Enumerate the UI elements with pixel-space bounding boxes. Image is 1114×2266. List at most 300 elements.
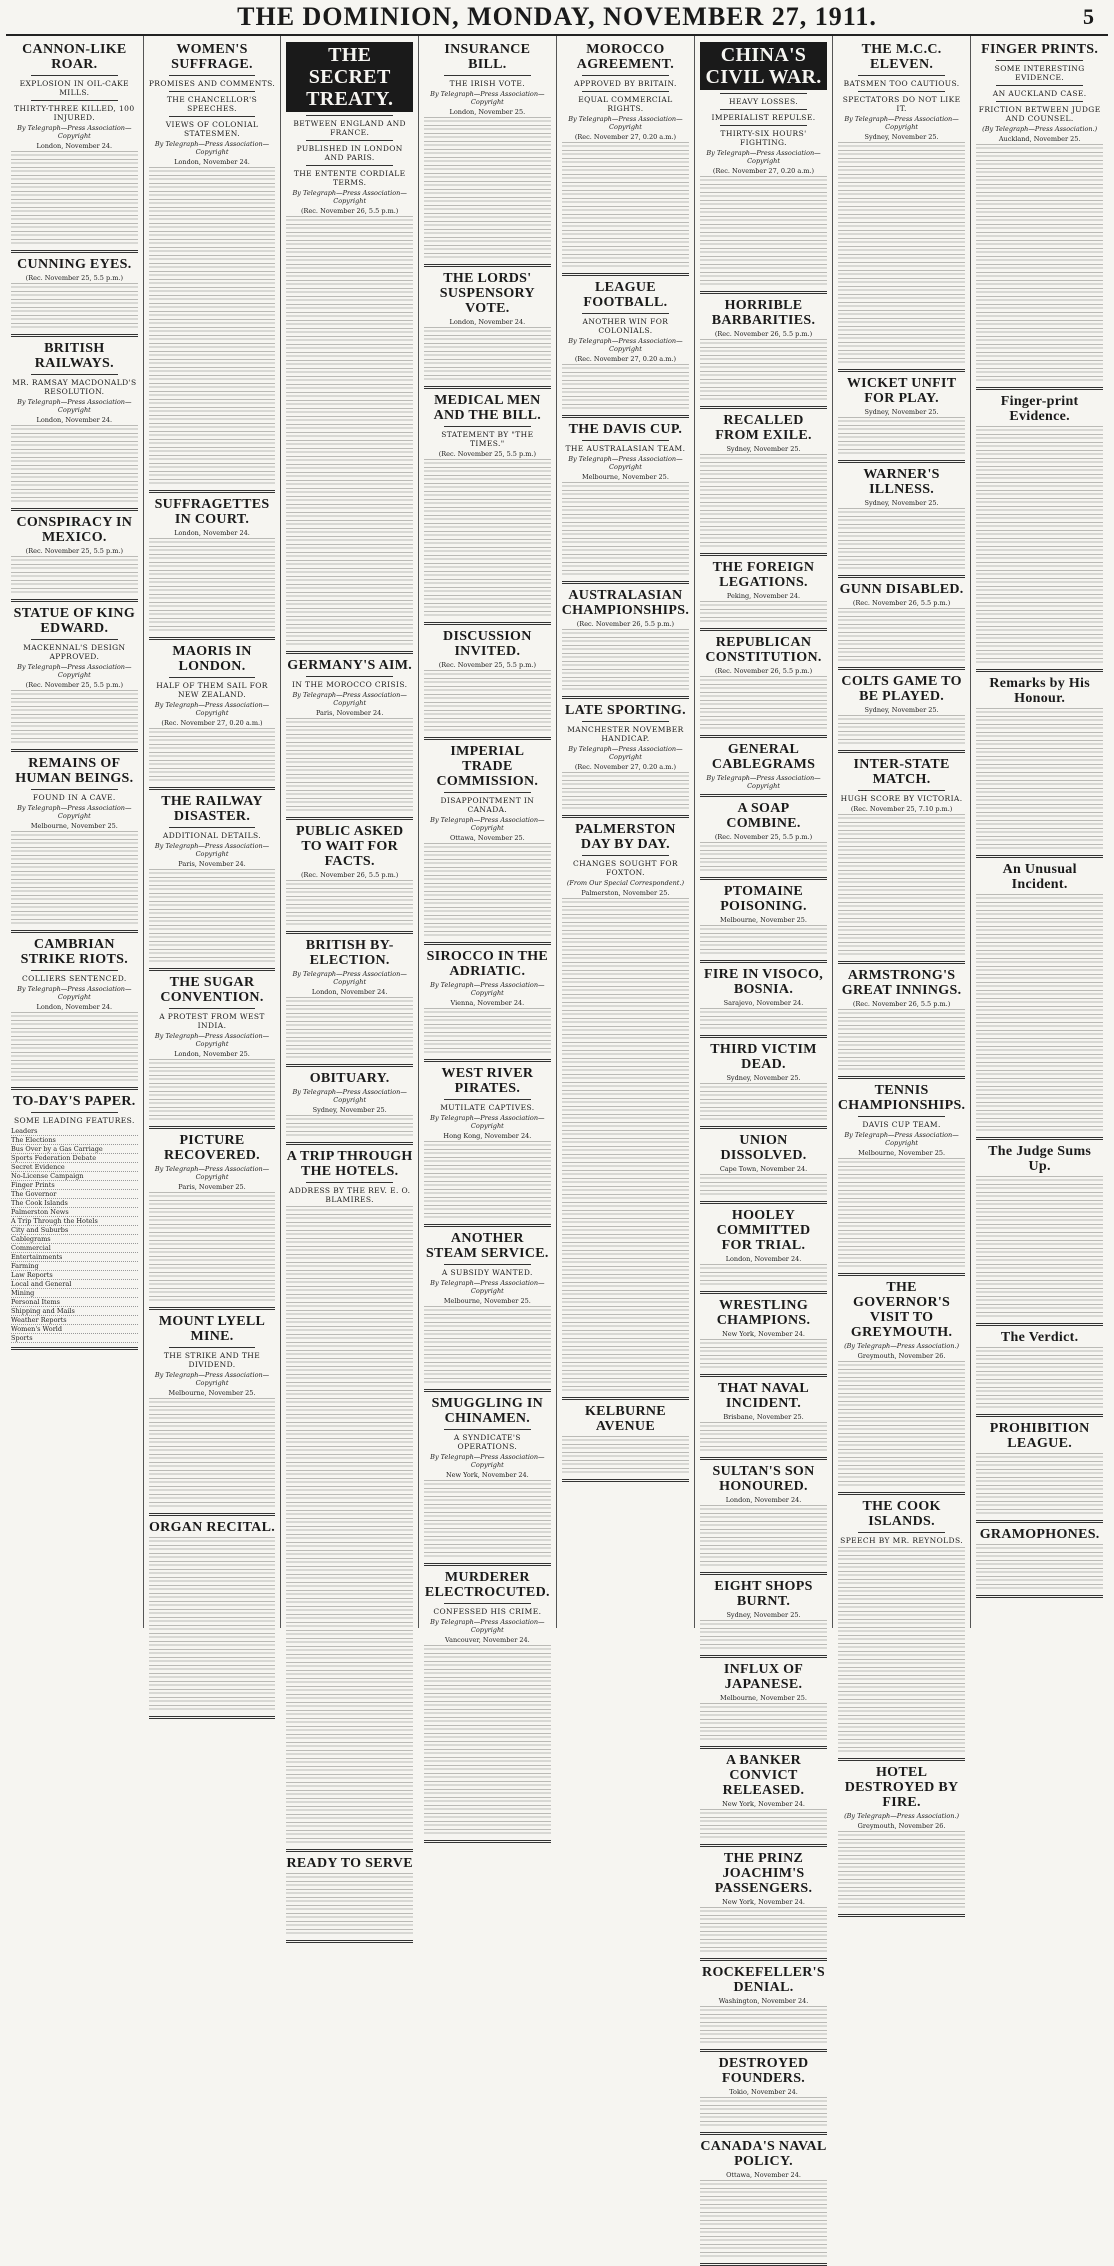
body-text-line (562, 1290, 689, 1297)
body-text-line (286, 1053, 413, 1060)
body-text-line (838, 862, 965, 869)
body-text-line (11, 903, 138, 910)
body-text-line (562, 970, 689, 977)
body-text-line (286, 456, 413, 463)
body-text-line (562, 230, 689, 237)
body-text-line (424, 883, 551, 890)
body-text-line (976, 1576, 1103, 1583)
body-text-line (286, 1454, 413, 1461)
article-headline: OBITUARY. (309, 1071, 390, 1086)
body-text-line (976, 442, 1103, 449)
article-headline: Remarks by His Honour. (989, 676, 1090, 706)
body-text-line (838, 870, 965, 877)
article-subheading: DISAPPOINTMENT IN CANADA. (440, 796, 535, 814)
article-byline: By Telegraph—Press Association—Copyright (292, 691, 407, 707)
body-text-line (286, 1005, 413, 1012)
article-dateline: Washington, November 24. (718, 1997, 809, 2005)
body-text-line (562, 570, 689, 577)
body-text-line (700, 2121, 827, 2128)
body-text-line (700, 1719, 827, 1726)
body-text-line (838, 1441, 965, 1448)
article (700, 1298, 827, 1377)
article-headline: THE FOREIGN LEGATIONS. (712, 560, 815, 590)
body-text-line (11, 323, 138, 330)
body-text-line (838, 556, 965, 563)
article-subheading: ADDITIONAL DETAILS. (162, 831, 262, 840)
article (424, 744, 551, 945)
body-text-line (286, 1366, 413, 1373)
masthead (6, 0, 1108, 36)
article-headline: GERMANY'S AIM. (287, 658, 413, 673)
body-text-line (976, 1379, 1103, 1386)
body-text-line (976, 966, 1103, 973)
body-text-line (562, 1370, 689, 1377)
body-text-line (976, 1094, 1103, 1101)
article (149, 1314, 276, 1516)
article-headline: WOMEN'S SUFFRAGE. (171, 42, 253, 72)
article-subheading: AN AUCKLAND CASE. (992, 89, 1087, 98)
body-text-line (286, 1206, 413, 1213)
body-text-line (976, 240, 1103, 247)
body-text-line (286, 912, 413, 919)
list-item: City and Suburbs (11, 1226, 138, 1235)
body-text-line (838, 142, 965, 149)
body-text-line (838, 417, 965, 424)
body-text-line (562, 1274, 689, 1281)
body-text-line (424, 197, 551, 204)
body-text-line (286, 344, 413, 351)
column-8 (971, 36, 1108, 1628)
body-text-line (838, 1619, 965, 1626)
article-subheading: CONFESSED HIS CRIME. (433, 1607, 542, 1616)
body-text-line (286, 1929, 413, 1936)
body-text-line (286, 576, 413, 583)
article (286, 658, 413, 820)
body-text-line (976, 498, 1103, 505)
body-text-line (286, 782, 413, 789)
body-text-line (149, 728, 276, 735)
body-text-line (11, 497, 138, 504)
body-text-line (286, 1590, 413, 1597)
body-text-line (838, 838, 965, 845)
body-text-line (11, 441, 138, 448)
body-text-line (976, 740, 1103, 747)
body-text-line (11, 315, 138, 322)
body-text-line (149, 1649, 276, 1656)
article (838, 1083, 965, 1276)
body-text-line (11, 588, 138, 595)
body-text-line (700, 454, 827, 461)
body-text-line (149, 586, 276, 593)
body-text-line (286, 1598, 413, 1605)
body-text-line (976, 1232, 1103, 1239)
article-subheading: MUTILATE CAPTIVES. (440, 1103, 535, 1112)
article-dateline: London, November 24. (174, 158, 250, 166)
body-text-line (976, 1272, 1103, 1279)
body-text-line (976, 546, 1103, 553)
body-text-line (976, 1312, 1103, 1319)
body-text-line (424, 1157, 551, 1164)
body-text-line (424, 367, 551, 374)
article-headline: LEAGUE FOOTBALL. (583, 280, 668, 310)
body-text-line (562, 1130, 689, 1137)
body-text-line (11, 299, 138, 306)
body-text-line (286, 1630, 413, 1637)
body-text-line (149, 1593, 276, 1600)
body-text-line (149, 1601, 276, 1608)
body-text-line (424, 1504, 551, 1511)
body-text-line (838, 1571, 965, 1578)
body-text-line (700, 2204, 827, 2211)
body-text-line (562, 174, 689, 181)
body-text-line (11, 879, 138, 886)
body-text-line (700, 724, 827, 731)
body-text-line (838, 1723, 965, 1730)
body-text-line (838, 524, 965, 531)
body-text-line (562, 772, 689, 779)
body-text-line (976, 474, 1103, 481)
body-text-line (976, 812, 1103, 819)
body-text-line (149, 1553, 276, 1560)
article-headline: INSURANCE BILL. (444, 42, 531, 72)
body-text-line (562, 780, 689, 787)
article-byline: By Telegraph—Press Association—Copyright (17, 124, 132, 140)
article-headline: ANOTHER STEAM SERVICE. (425, 1231, 549, 1261)
body-text-line (838, 1855, 965, 1862)
article (700, 560, 827, 631)
body-text-line (562, 1386, 689, 1393)
body-text-line (562, 1266, 689, 1273)
body-text-line (149, 183, 276, 190)
body-text-line (286, 1654, 413, 1661)
body-text-line (976, 1070, 1103, 1077)
body-text-line (562, 1330, 689, 1337)
body-text-line (424, 237, 551, 244)
body-text-line (11, 839, 138, 846)
body-text-line (149, 1486, 276, 1493)
body-text-line (700, 355, 827, 362)
body-text-line (838, 1182, 965, 1189)
list-item: Secret Evidence (11, 1163, 138, 1172)
body-text-line (700, 462, 827, 469)
body-text-line (562, 482, 689, 489)
body-text-line (562, 677, 689, 684)
body-text-line (149, 538, 276, 545)
body-text-line (562, 222, 689, 229)
article-dateline: London, November 24. (449, 318, 526, 326)
body-text-line (149, 1091, 276, 1098)
body-text-line (562, 238, 689, 245)
article-dateline: London, November 25. (449, 108, 526, 116)
body-text-line (149, 479, 276, 486)
body-text-line (838, 1603, 965, 1610)
body-text-line (149, 1430, 276, 1437)
body-text-line (976, 160, 1103, 167)
article (562, 422, 689, 584)
body-text-line (562, 1234, 689, 1241)
article (562, 1404, 689, 1482)
body-text-line (424, 1149, 551, 1156)
body-text-line (11, 215, 138, 222)
body-text-line (286, 1742, 413, 1749)
list-item: Sports Federation Debate (11, 1154, 138, 1163)
body-text-line (838, 278, 965, 285)
article-dateline: (Rec. November 27, 0.20 a.m.) (161, 719, 263, 727)
body-text-line (700, 216, 827, 223)
body-text-line (700, 184, 827, 191)
body-text-line (976, 1264, 1103, 1271)
body-text-line (562, 1226, 689, 1233)
article-subheading: SPECTATORS DO NOT LIKE IT. (842, 95, 961, 113)
body-text-line (149, 1502, 276, 1509)
article-headline: REPUBLICAN CONSTITUTION. (705, 635, 822, 665)
body-text-line (838, 182, 965, 189)
body-text-line (838, 222, 965, 229)
article-subheading: THE CHANCELLOR'S SPEECHES. (166, 95, 258, 113)
body-text-line (976, 650, 1103, 657)
body-text-line (149, 263, 276, 270)
body-text-line (700, 1636, 827, 1643)
body-text-line (286, 632, 413, 639)
article-headline: TENNIS CHAMPIONSHIPS. (837, 1083, 966, 1113)
body-text-line (11, 706, 138, 713)
body-text-line (562, 898, 689, 905)
body-text-line (286, 280, 413, 287)
body-text-line (976, 1086, 1103, 1093)
body-text-line (976, 602, 1103, 609)
body-text-line (700, 339, 827, 346)
body-text-line (149, 431, 276, 438)
body-text-line (976, 634, 1103, 641)
article (700, 1381, 827, 1460)
body-text-line (286, 312, 413, 319)
body-text-line (562, 946, 689, 953)
body-text-line (700, 2196, 827, 2203)
body-text-line (562, 1282, 689, 1289)
body-text-line (976, 1509, 1103, 1516)
body-text-line (838, 902, 965, 909)
body-text-line (976, 1387, 1103, 1394)
article-dateline: Sydney, November 25. (312, 1106, 387, 1114)
body-text-line (700, 2105, 827, 2112)
body-text-line (286, 1262, 413, 1269)
article-dateline: Greymouth, November 26. (857, 1352, 946, 1360)
body-text-line (976, 974, 1103, 981)
body-text-line (149, 351, 276, 358)
article-dateline: (Rec. November 25, 5.5 p.m.) (25, 681, 123, 689)
article-headline: FINGER PRINTS. (981, 42, 1099, 57)
article-dateline: (Rec. November 25, 5.5 p.m.) (25, 547, 123, 555)
article-subheading: APPROVED BY BRITAIN. (574, 79, 677, 88)
body-text-line (149, 1617, 276, 1624)
body-text-line (838, 1635, 965, 1642)
body-text-line (976, 724, 1103, 731)
body-text-line (838, 1174, 965, 1181)
article-subheading: PROMISES AND COMMENTS. (148, 79, 276, 88)
body-text-line (286, 1446, 413, 1453)
body-text-line (286, 240, 413, 247)
body-text-line (286, 904, 413, 911)
body-text-line (562, 1186, 689, 1193)
body-text-line (700, 478, 827, 485)
body-text-line (700, 1529, 827, 1536)
body-text-line (976, 450, 1103, 457)
article-dateline: Melbourne, November 25. (168, 1389, 256, 1397)
body-text-line (149, 271, 276, 278)
body-text-line (424, 1213, 551, 1220)
body-text-line (700, 2030, 827, 2037)
article-headline: BRITISH RAILWAYS. (34, 341, 114, 371)
body-text-line (424, 931, 551, 938)
body-text-line (838, 1238, 965, 1245)
body-text-line (424, 595, 551, 602)
article-headline: PICTURE RECOVERED. (164, 1133, 260, 1163)
body-text-line (700, 949, 827, 956)
body-text-line (976, 1110, 1103, 1117)
body-text-line (11, 863, 138, 870)
article-headline: READY TO SERVE (286, 1856, 413, 1871)
article-headline: UNION DISSOLVED. (720, 1133, 807, 1163)
article-subheading: MACKENNAL'S DESIGN APPROVED. (23, 643, 126, 661)
body-text-line (11, 159, 138, 166)
body-text-line (838, 632, 965, 639)
article (838, 968, 965, 1079)
article (976, 862, 1103, 1140)
article-dateline: Sydney, November 25. (864, 133, 939, 141)
body-text-line (286, 328, 413, 335)
body-text-line (149, 407, 276, 414)
body-text-line (11, 730, 138, 737)
body-text-line (286, 304, 413, 311)
body-text-line (838, 1887, 965, 1894)
body-text-line (562, 906, 689, 913)
body-text-line (286, 1486, 413, 1493)
body-text-line (424, 515, 551, 522)
body-text-line (700, 494, 827, 501)
body-text-line (286, 1013, 413, 1020)
body-text-line (838, 1651, 965, 1658)
body-text-line (700, 1561, 827, 1568)
article-headline: PTOMAINE POISONING. (720, 884, 807, 914)
body-text-line (286, 472, 413, 479)
body-text-line (149, 1296, 276, 1303)
body-text-line (838, 1017, 965, 1024)
article-headline: THE DAVIS CUP. (568, 422, 683, 437)
body-text-line (286, 1326, 413, 1333)
body-text-line (976, 328, 1103, 335)
article-dateline: Sydney, November 25. (726, 445, 801, 453)
body-text-line (286, 1342, 413, 1349)
body-text-line (838, 342, 965, 349)
article-dateline: Cape Town, November 24. (719, 1165, 808, 1173)
body-text-line (976, 352, 1103, 359)
article-subheading: FRICTION BETWEEN JUDGE AND COUNSEL. (978, 105, 1101, 123)
body-text-line (976, 184, 1103, 191)
body-text-line (838, 230, 965, 237)
article-byline: By Telegraph—Press Association—Copyright (844, 115, 959, 131)
article-headline: PALMERSTON DAY BY DAY. (575, 822, 676, 852)
article-dateline: (Rec. November 26, 5.5 p.m.) (714, 330, 813, 338)
body-text-line (286, 512, 413, 519)
body-text-line (838, 1903, 965, 1910)
body-text-line (562, 788, 689, 795)
article-headline: CANNON-LIKE ROAR. (22, 42, 127, 72)
body-text-line (11, 738, 138, 745)
body-text-line (700, 2220, 827, 2227)
body-text-line (149, 415, 276, 422)
body-text-line (700, 1628, 827, 1635)
body-text-line (149, 247, 276, 254)
list-item: Finger Prints (11, 1181, 138, 1190)
body-text-line (838, 1033, 965, 1040)
body-text-line (424, 1024, 551, 1031)
body-text-line (562, 1018, 689, 1025)
body-text-line (838, 1369, 965, 1376)
body-text-line (424, 1709, 551, 1716)
body-text-line (11, 231, 138, 238)
article (424, 629, 551, 740)
article-byline: By Telegraph—Press Association—Copyright (430, 981, 545, 997)
article-byline: By Telegraph—Press Association—Copyright (17, 985, 132, 1001)
article-dateline: Melbourne, November 25. (443, 1297, 531, 1305)
article (976, 394, 1103, 672)
body-text-line (149, 1585, 276, 1592)
body-text-line (286, 774, 413, 781)
article (149, 497, 276, 640)
body-text-line (562, 653, 689, 660)
body-text-line (149, 1115, 276, 1122)
body-text-line (700, 1521, 827, 1528)
article-subheading: CHANGES SOUGHT FOR FOXTON. (572, 859, 678, 877)
body-text-line (424, 603, 551, 610)
body-text-line (149, 1406, 276, 1413)
body-text-line (424, 343, 551, 350)
body-text-line (286, 1897, 413, 1904)
body-text-line (976, 1200, 1103, 1207)
body-text-line (149, 925, 276, 932)
body-text-line (700, 1939, 827, 1946)
body-text-line (149, 626, 276, 633)
body-text-line (424, 335, 551, 342)
body-text-line (424, 1749, 551, 1756)
body-text-line (562, 1082, 689, 1089)
body-text-line (976, 642, 1103, 649)
body-text-line (562, 685, 689, 692)
body-text-line (976, 368, 1103, 375)
body-text-line (424, 915, 551, 922)
body-text-line (424, 149, 551, 156)
body-text-line (976, 1363, 1103, 1370)
body-text-line (424, 1821, 551, 1828)
body-text-line (424, 499, 551, 506)
body-text-line (149, 1537, 276, 1544)
list-item: A Trip Through the Hotels (11, 1217, 138, 1226)
article-subheading: A PROTEST FROM WEST INDIA. (159, 1012, 265, 1030)
body-text-line (149, 901, 276, 908)
body-text-line (976, 208, 1103, 215)
body-text-line (838, 286, 965, 293)
body-text-line (562, 1050, 689, 1057)
body-text-line (424, 523, 551, 530)
body-text-line (976, 748, 1103, 755)
body-text-line (838, 648, 965, 655)
body-text-line (286, 608, 413, 615)
body-text-line (286, 718, 413, 725)
body-text-line (11, 291, 138, 298)
article (11, 42, 138, 253)
body-text-line (976, 224, 1103, 231)
article (976, 1527, 1103, 1598)
